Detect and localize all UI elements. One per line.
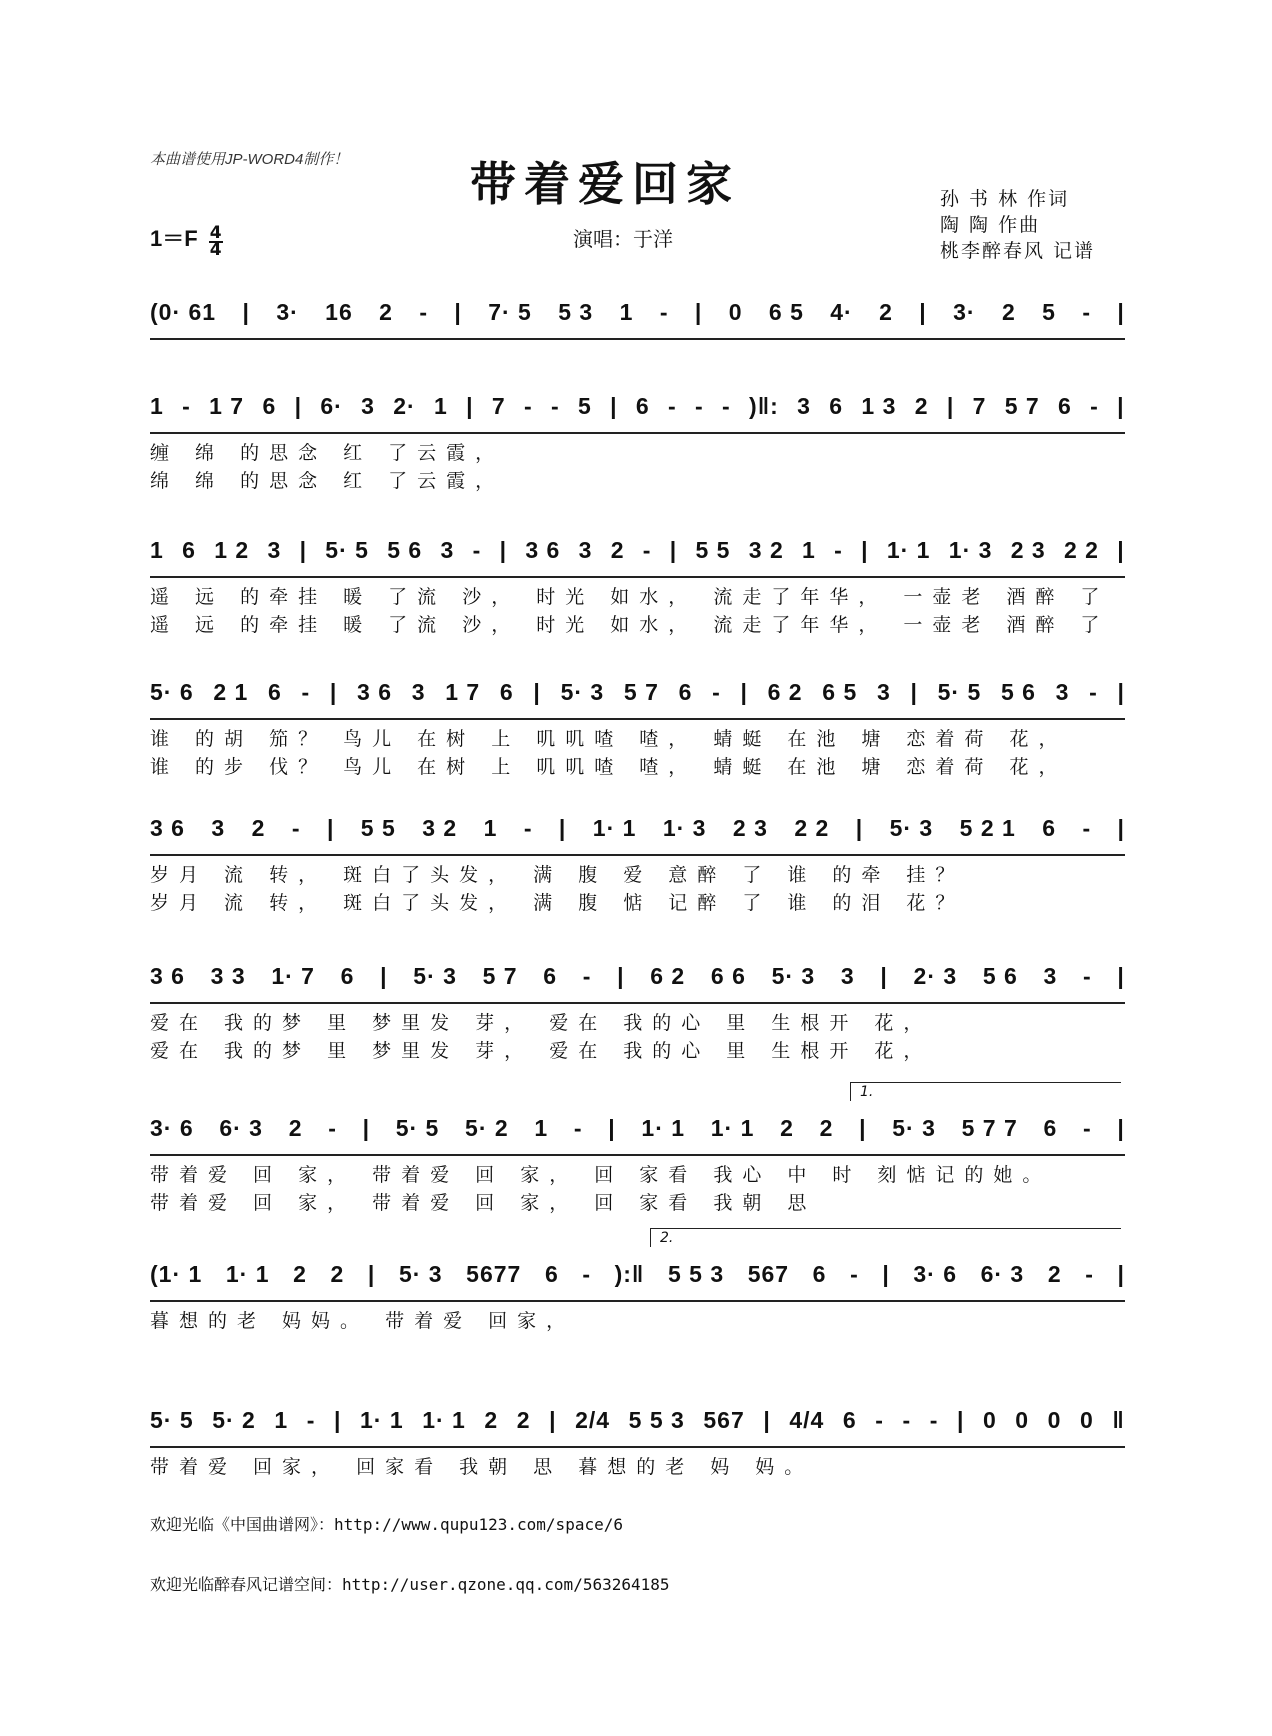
note-group: 2 [251,814,266,841]
note-group: 3 [578,536,593,563]
key-label: 1＝F [150,226,198,251]
barline: | [763,1406,771,1433]
note-group: 1· 3 [662,814,707,841]
software-watermark: 本曲谱使用JP-WORD4制作！ [150,151,349,168]
note-group: - [291,814,301,841]
barline: | [362,1114,370,1141]
score-system [150,1400,1125,1520]
note-group: - [1082,814,1092,841]
barline: | [669,536,678,563]
note-group: 567 [747,1260,790,1287]
footer-link-2[interactable]: 欢迎光临醉春风记谱空间：http://user.qzone.qq.com/563264185 [150,1575,670,1594]
note-group: - [712,678,721,705]
lyric-line: 爱在 我的梦 里 梦里发 芽， 爱在 我的心 里 生根开 花， [150,1040,933,1062]
notation-row [150,672,1125,720]
note-group: 1· 1 [641,1114,686,1141]
note-group: 4/4 [789,1406,825,1433]
lyric-line: 暮想的老 妈妈。 带着爱 回家， [150,1310,576,1332]
note-group: 6· 3 [980,1260,1025,1287]
note-group: - [1089,678,1098,705]
note-group: 2 [379,298,393,325]
note-group: 5 6 [387,536,423,563]
barline: | [956,1406,965,1433]
notation-row [150,292,1125,340]
note-group: - [582,962,592,989]
note-group: 3· 6 [913,1260,957,1287]
note-group: 6 [499,678,514,705]
note-group: 2· 3 [913,962,958,989]
barline: | [861,536,869,563]
note-group: 5 5 [360,814,396,841]
note-group: 1· 3 [948,536,993,563]
note-group: - [472,536,482,563]
note-group: 5· 5 [937,678,982,705]
barline: | [242,298,250,325]
note-group: 6 [544,1260,559,1287]
composer-credit: 陶 陶 作曲 [940,214,1041,236]
note-group: 1· 1 [360,1406,404,1433]
note-group: 5· 3 [413,962,457,989]
lyric-line: 爱在 我的梦 里 梦里发 芽， 爱在 我的心 里 生根开 花， [150,1012,933,1034]
volta-label: 2. [660,1230,674,1246]
note-group: - [834,536,843,563]
note-group: 6 [1043,1114,1058,1141]
note-group: - [582,1260,591,1287]
lyric-line: 遥 远 的牵挂 暖 了流 沙， 时光 如水， 流走了年华， 一壶老 酒醉 了 [150,614,1110,636]
note-group: 2· [393,392,416,419]
song-title: 带着爱回家 [470,157,740,211]
note-group: 2 3 [1010,536,1046,563]
note-group: 4· [830,298,853,325]
note-group: 6 2 [650,962,686,989]
note-group: 5· 6 [150,678,194,705]
note-group: 3 6 [525,536,561,563]
note-group: - [642,536,652,563]
time-sig-top: 4 [209,222,222,243]
note-group: 2 [879,298,893,325]
note-group: 5 5 3 [667,1260,725,1287]
note-group: 7 [972,392,987,419]
note-group: 3· [276,298,299,325]
barline: | [910,678,918,705]
note-group: - [551,392,560,419]
note-group: 5 6 [982,962,1018,989]
note-group: 3 [797,392,811,419]
lyric-line: 岁月 流 转， 斑白了头发， 满 腹 爱 意醉 了 谁 的牵 挂？ [150,864,965,886]
barline: | [299,536,307,563]
notation-row [150,956,1125,1004]
barline: | [1117,298,1125,325]
note-group: 1 [483,814,498,841]
note-group: 3 [267,536,282,563]
note-group: 2 [610,536,625,563]
footer-link-1[interactable]: 欢迎光临《中国曲谱网》：http://www.qupu123.com/space/6 [150,1515,623,1534]
note-group: 6 [340,962,355,989]
notation-row [150,808,1125,856]
score-system [150,808,1125,928]
note-group: 3 [1055,678,1070,705]
note-group: 5· 3 [560,678,605,705]
note-group: 1 7 [445,678,481,705]
note-group: 7 [491,392,506,419]
note-group: 6 [543,962,558,989]
note-group: 6 [262,392,277,419]
note-group: 1· 1 [225,1260,270,1287]
score-system [150,1084,1125,1228]
lyric-line: 岁月 流 转， 斑白了头发， 满 腹 惦 记醉 了 谁 的泪 花？ [150,892,965,914]
note-group: 6 [268,678,282,705]
barline: | [1117,1114,1125,1141]
barline: | [946,392,955,419]
barline: | [380,962,388,989]
barline: | [1117,1260,1125,1287]
note-group: - [1082,298,1092,325]
notation-row [150,1400,1125,1448]
note-group: 2 [330,1260,345,1287]
lyric-line: 谁 的胡 笳？ 鸟儿 在树 上 叽叽喳 喳， 蜻蜓 在池 塘 恋着荷 花， [150,728,1068,750]
notation-row [150,1254,1125,1302]
note-group: 2 [1001,298,1016,325]
note-group: - [722,392,731,419]
note-group: 1 [274,1406,289,1433]
note-group: 2/4 [575,1406,611,1433]
barline: | [367,1260,376,1287]
note-group: - [668,392,677,419]
note-group: - [659,298,669,325]
note-group: 2 [780,1114,794,1141]
key-signature [150,222,223,258]
barline: | [880,962,888,989]
lyric-line: 遥 远 的牵挂 暖 了流 沙， 时光 如水， 流走了年华， 一壶老 酒醉 了 [150,586,1110,608]
note-group: - [573,1114,583,1141]
note-group: 3· [953,298,976,325]
notation-row [150,1108,1125,1156]
note-group: 3 [1043,962,1058,989]
barline: | [740,678,748,705]
note-group: - [301,678,311,705]
note-group: 5· 3 [889,814,934,841]
note-group: 6· 3 [219,1114,263,1141]
barline: | [919,298,927,325]
note-group: - [695,392,704,419]
note-group: 2 1 [213,678,249,705]
note-group: 3 3 [210,962,246,989]
note-group: 1 [150,392,164,419]
note-group: 3 [361,392,375,419]
note-group: 5 3 [558,298,594,325]
note-group: 1 [802,536,816,563]
note-group: 3 6 [150,962,185,989]
note-group: 1· 1 [710,1114,755,1141]
note-group: 5677 [466,1260,522,1287]
volta-bracket [650,1228,1121,1247]
note-group: 3 2 [422,814,458,841]
note-group: 6 [182,536,196,563]
note-group: 2 [288,1114,303,1141]
note-group: - [1083,962,1092,989]
note-group: 2 2 [794,814,830,841]
note-group: 1 [619,298,634,325]
note-group: 6 5 [768,298,804,325]
barline: | [533,678,541,705]
transcriber-credit: 桃李醉春风 记谱 [940,240,1096,262]
barline: | [326,814,335,841]
note-group: 6 [842,1406,857,1433]
lyricist-credit: 孙 书 林 作词 [940,188,1070,210]
lyric-line: 带着爱 回 家， 带着爱 回 家， 回 家看 我心 中 时 刻惦记的她。 [150,1164,1052,1186]
note-group: 1· 1 [886,536,931,563]
note-group: 7· 5 [488,298,532,325]
note-group: 5 5 [695,536,731,563]
note-group: 3 6 [150,814,185,841]
note-group: (0· 61 [150,298,217,325]
note-group: 2 3 [732,814,768,841]
note-group: - [1082,1114,1092,1141]
note-group: 6 [812,1260,827,1287]
note-group: 0 [1080,1406,1094,1433]
note-group: 5· 2 [465,1114,509,1141]
note-group: 2 [819,1114,834,1141]
note-group: - [328,1114,337,1141]
score-system [150,956,1125,1076]
note-group: 1 [534,1114,549,1141]
barline: | [859,1114,867,1141]
note-group: 5 7 [623,678,659,705]
note-group: 5· 3 [771,962,816,989]
note-group: 6 5 [822,678,858,705]
note-group: (1· 1 [150,1260,203,1287]
volta-bracket [850,1082,1121,1101]
note-group: 6 [678,678,693,705]
note-group: 2 [914,392,929,419]
time-signature [209,222,223,260]
barline: | [1117,678,1125,705]
barline: | [882,1260,890,1287]
note-group: 0 [728,298,743,325]
note-group: 5 5 3 [628,1406,685,1433]
note-group: 5· 3 [892,1114,936,1141]
note-group: 3 2 [748,536,784,563]
barline: | [855,814,864,841]
barline: ):‖ [614,1260,645,1287]
barline: | [694,298,703,325]
note-group: 5 6 [1000,678,1036,705]
note-group: 3 [211,814,226,841]
barline: | [329,678,338,705]
barline: ‖ [1112,1406,1125,1433]
note-group: - [850,1260,859,1287]
note-group: - [1090,392,1099,419]
note-group: 1 7 [209,392,245,419]
note-group: 6 6 [710,962,746,989]
note-group: 2 [516,1406,531,1433]
note-group: 5 [1042,298,1056,325]
note-group: - [1085,1260,1094,1287]
lyric-line: 带着爱 回家， 回家看 我朝 思 暮想的老 妈 妈。 [150,1456,814,1478]
note-group: - [929,1406,939,1433]
score-system [150,386,1125,506]
lyric-line: 谁 的步 伐？ 鸟儿 在树 上 叽叽喳 喳， 蜻蜓 在池 塘 恋着荷 花， [150,756,1068,778]
note-group: 3 6 [357,678,393,705]
barline: )‖: [749,392,779,419]
note-group: 6 [635,392,650,419]
note-group: 2 [293,1260,307,1287]
lyric-line: 绵 绵 的思念 红 了云霞， [150,470,505,492]
note-group: 5 7 [1004,392,1040,419]
note-group: 5· 5 [395,1114,440,1141]
note-group: 0 [982,1406,997,1433]
note-group: 5· 5 [150,1406,194,1433]
barline: | [466,392,474,419]
barline: | [1117,962,1125,989]
note-group: 5 7 7 [961,1114,1018,1141]
note-group: 6 [1042,814,1057,841]
volta-label: 1. [860,1084,874,1100]
barline: | [1117,392,1125,419]
barline: | [558,814,567,841]
score-system [150,530,1125,650]
note-group: 3 [840,962,855,989]
barline: | [610,392,618,419]
barline: | [1117,536,1125,563]
note-group: 6 2 [767,678,803,705]
barline: | [608,1114,616,1141]
note-group: 1 [434,392,448,419]
score-system [150,672,1125,792]
barline: | [617,962,625,989]
barline: | [294,392,302,419]
note-group: - [875,1406,884,1433]
note-group: 5· 3 [398,1260,443,1287]
note-group: - [523,814,533,841]
lyric-line: 缠 绵 的思念 红 了云霞， [150,442,505,464]
barline: | [1117,814,1125,841]
notation-row [150,386,1125,434]
note-group: - [419,298,428,325]
note-group: 3· 6 [150,1114,194,1141]
note-group: - [306,1406,316,1433]
time-sig-bottom: 4 [209,239,222,260]
note-group: - [902,1406,912,1433]
note-group: 5 2 1 [959,814,1016,841]
score-system [150,1230,1125,1374]
lyric-line: 带着爱 回 家， 带着爱 回 家， 回 家看 我朝 思 [150,1192,817,1214]
note-group: 3 [411,678,426,705]
note-group: 2 [484,1406,499,1433]
barline: | [499,536,508,563]
note-group: 0 [1047,1406,1062,1433]
note-group: 6 [829,392,844,419]
note-group: 1· 1 [592,814,637,841]
note-group: 5· 5 [325,536,369,563]
note-group: 16 [325,298,353,325]
barline: | [454,298,462,325]
note-group: 5 [578,392,592,419]
notation-row [150,530,1125,578]
note-group: 3 [440,536,455,563]
note-group: 1 3 [861,392,897,419]
note-group: 1· 7 [271,962,315,989]
barline: | [549,1406,557,1433]
note-group: 6· [320,392,343,419]
note-group: 6 [1058,392,1072,419]
note-group: - [182,392,191,419]
note-group: - [524,392,533,419]
note-group: 3 [876,678,891,705]
note-group: 1 2 [214,536,250,563]
barline: | [334,1406,342,1433]
note-group: 1 [150,536,164,563]
note-group: 1· 1 [422,1406,466,1433]
note-group: 0 [1015,1406,1030,1433]
note-group: 567 [703,1406,745,1433]
singer-credit: 演唱：于洋 [573,227,673,251]
note-group: 5· 2 [212,1406,256,1433]
note-group: 2 2 [1064,536,1099,563]
note-group: 5 7 [482,962,518,989]
note-group: 2 [1047,1260,1062,1287]
